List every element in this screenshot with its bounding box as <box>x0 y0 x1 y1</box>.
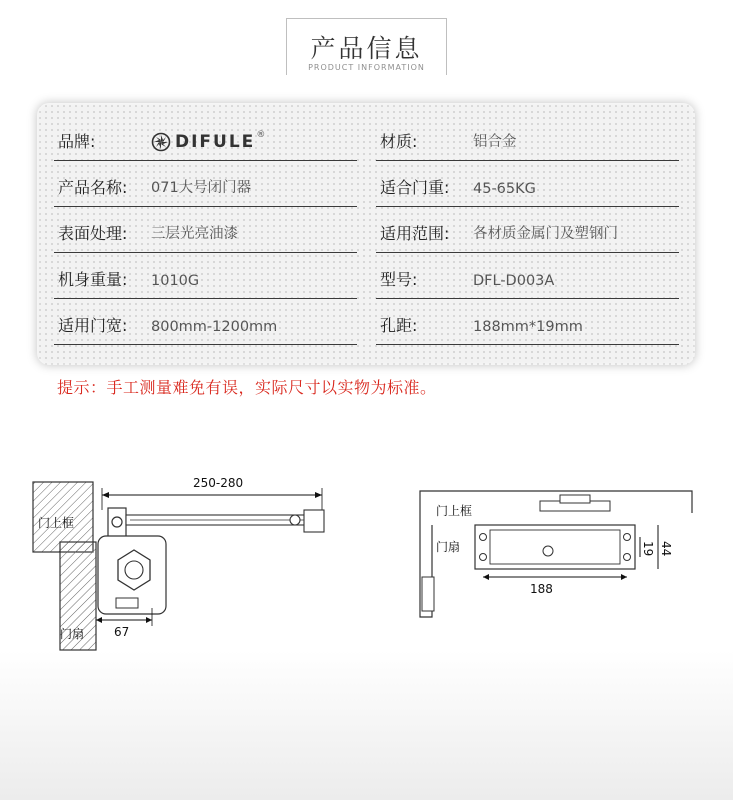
spec-label: 机身重量: <box>58 270 128 289</box>
spec-row-weight <box>54 253 357 299</box>
spec-row-product-name <box>54 161 357 207</box>
spec-label: 表面处理: <box>58 224 128 243</box>
spec-label: 适用门宽: <box>58 316 128 335</box>
spec-label: 适用范围: <box>380 224 450 243</box>
spec-value: 铝合金 <box>473 134 517 150</box>
spindle-core <box>125 561 143 579</box>
spec-label <box>380 267 446 290</box>
spec-label <box>58 129 124 152</box>
spec-row-brand <box>54 115 357 161</box>
spec-card <box>37 103 695 365</box>
mount-hole-icon <box>480 534 487 541</box>
row-divider <box>54 344 357 345</box>
dim-label-width: 188 <box>530 582 553 596</box>
label-door-frame: 门上框 <box>436 504 473 518</box>
spec-label: 产品名称: <box>58 178 128 197</box>
spec-label-text: 孔距: <box>380 316 418 335</box>
spec-label-text: 型号: <box>380 270 418 289</box>
brand-name: DIFULE <box>175 132 256 152</box>
bracket-pivot <box>112 517 122 527</box>
section-subtitle: PRODUCT INFORMATION <box>308 63 425 72</box>
body-foot <box>116 598 138 608</box>
spec-value: 071大号闭门器 <box>151 180 252 196</box>
dim-label-h2: 44 <box>659 541 673 557</box>
spec-label-text: 材质: <box>380 132 418 151</box>
arm-bracket <box>560 495 590 503</box>
dim-label-top: 250-280 <box>193 476 244 490</box>
dim-label-h1: 19 <box>641 541 655 557</box>
front-view-diagram <box>410 485 715 625</box>
measurement-note: 提示：手工测量难免有误，实际尺寸以实物为标准。 <box>57 378 437 397</box>
spec-row-material <box>376 115 679 161</box>
arm-joint <box>290 515 300 525</box>
mount-hole-icon <box>624 534 631 541</box>
spec-value: 1010G <box>151 273 200 289</box>
spec-row-model <box>376 253 679 299</box>
section-header <box>0 14 733 74</box>
spec-value: 三层光亮油漆 <box>151 226 238 242</box>
background-fade <box>0 650 733 800</box>
label-door-leaf: 门扇 <box>436 540 461 554</box>
spec-value: DFL-D003A <box>473 273 555 289</box>
spec-value: 800mm-1200mm <box>151 319 278 335</box>
section-title: 产品信息 <box>310 34 423 63</box>
hinge <box>422 577 434 611</box>
spec-label <box>380 313 446 336</box>
spindle-icon <box>543 546 553 556</box>
mount-hole-icon <box>624 554 631 561</box>
spec-row-hole-distance <box>376 299 679 345</box>
brand-mark-icon <box>151 132 171 152</box>
spec-row-scope <box>376 207 679 253</box>
spec-value: 45-65KG <box>473 181 536 197</box>
spec-row-door-weight <box>376 161 679 207</box>
mount-hole-icon <box>480 554 487 561</box>
label-door-leaf: 门扇 <box>60 627 85 641</box>
spec-row-finish <box>54 207 357 253</box>
spec-label: 适合门重: <box>380 178 450 197</box>
dim-label-bottom: 67 <box>114 625 130 639</box>
side-view-diagram <box>30 470 340 660</box>
spec-value: 各材质金属门及塑钢门 <box>473 226 618 242</box>
brand-logo <box>151 131 265 153</box>
spec-row-door-width <box>54 299 357 345</box>
registered-mark: ® <box>256 130 266 140</box>
body-inner-panel <box>490 530 620 564</box>
row-divider <box>376 344 679 345</box>
label-door-frame: 门上框 <box>38 516 75 530</box>
spec-value: 188mm*19mm <box>473 319 583 335</box>
spec-label-text: 品牌: <box>58 132 96 151</box>
spec-label <box>380 129 446 152</box>
arm-end-cap <box>304 510 324 532</box>
title-frame <box>286 18 447 75</box>
